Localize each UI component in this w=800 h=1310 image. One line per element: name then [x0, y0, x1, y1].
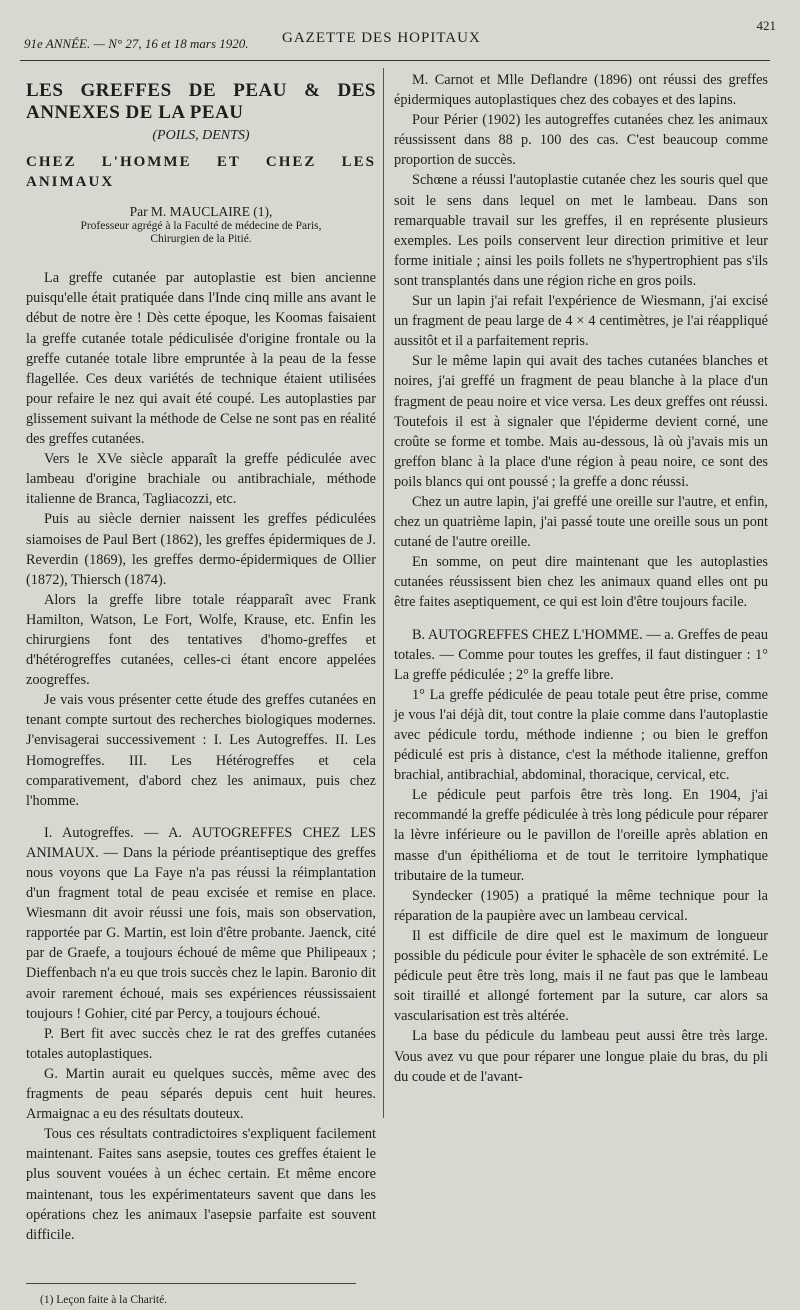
article-title-continued: CHEZ L'HOMME ET CHEZ LES ANIMAUX	[26, 154, 376, 191]
affiliation-line: Professeur agrégé à la Faculté de médecine de Paris,	[80, 220, 322, 233]
affiliation-line: Chirurgien de la Pitié.	[150, 233, 252, 246]
paragraph: La greffe cutanée par autoplastie est bien ancienne puisqu'elle était pratiquée dans l'Inde cinq mille ans avant le début de notre ère ! Dès cette époque, les Koomas faisaient la greffe cutanée totale pédiculisée d'origine frontale ou la greffe cutanée totale libre empruntée à la peau de la fesse flagellée. Ces deux variétés de technique étaient utilisées pour refaire le nez qui avait été coupé. Les autoplasties par glissement suivant la méthode de Celse ne sont pas en réalité des greffes cutanées.	[26, 270, 376, 448]
paragraph: La base du pédicule du lambeau peut aussi être très large. Vous avez vu que pour réparer une longue plaie du bras, du pli du coude et de l'avant-	[394, 1028, 768, 1085]
left-column	[26, 70, 376, 1310]
paragraph: Sur le même lapin qui avait des taches cutanées blanches et noires, j'ai greffé un fragment de peau blanche à la place d'un fragment de peau noire et vice versa. Les deux greffes ont réussi. Toutefois il est à signaler que l'épiderme devient corné, une croûte se forme et tombe. Mais au-dessous, là où j'avais mis un greffon blanc à la place d'une région à peau noire, ce sont des poils blancs qui ont poussé ; la greffe a donc réussi.	[394, 353, 768, 490]
page-header	[14, 16, 786, 58]
header-rule	[20, 60, 770, 61]
author-affiliation	[26, 220, 376, 246]
paragraph: Pour Périer (1902) les autogreffes cutanées chez les animaux réussissent dans 88 p. 100 des cas. C'est beaucoup comme proportion de succès.	[394, 112, 768, 169]
paragraph: Le pédicule peut parfois être très long. En 1904, j'ai recommandé la greffe pédiculée à très long pédicule pour réparer la lèvre inférieure ou le pavillon de l'oreille après ablation en masse d'un épithélioma et de tout le territoire lymphatique tributaire de la tumeur.	[394, 787, 768, 884]
paragraph: Alors la greffe libre totale réapparaît avec Frank Hamilton, Watson, Le Fort, Wolfe, Krause, etc. Enfin les chirurgiens font des tentatives d'homo-greffes et d'hétérogreffes cutanées, celles-ci étant encore appelées zoogreffes.	[26, 591, 376, 689]
paragraph: Syndecker (1905) a pratiqué la même technique pour la réparation de la paupière avec un lambeau cervical.	[394, 887, 768, 924]
journal-title: GAZETTE DES HOPITAUX	[282, 30, 481, 46]
paragraph: Il est difficile de dire quel est le maximum de longueur possible du pédicule pour éviter le sphacèle de son extrémité. Le pédicule peut être très long, mais il ne faut pas que le lambeau soit tiraillé et allongé fortement par la suture, car alors sa vascularisation est très altérée.	[394, 927, 768, 1025]
paragraph: Je vais vous présenter cette étude des greffes cutanées en tenant compte surtout des recherches biologiques modernes. J'envisagerai successivement : I. Les Autogreffes. II. Les Homogreffes. III. Les Hétérogreffes et cela comparativement, d'abord chez les animaux, puis chez l'homme.	[26, 692, 376, 809]
paragraph: Puis au siècle dernier naissent les greffes pédiculées siamoises de Paul Bert (1862), les greffes épidermiques de J. Reverdin (1869), les greffes dermo-épidermiques de Ollier (1872), Thiersch (1874).	[26, 511, 376, 588]
page-number: 421	[756, 18, 776, 33]
column-divider	[383, 68, 384, 1118]
section-paragraph: B. AUTOGREFFES CHEZ L'HOMME. — a. Greffes de peau totales. — Comme pour toutes les greffes, il faut distinguer : 1° La greffe pédiculée ; 2° la greffe libre.	[394, 626, 768, 683]
section-paragraph: I. Autogreffes. — A. AUTOGREFFES CHEZ LES ANIMAUX. — Dans la période préantiseptique des greffes nous voyons que La Faye n'a pas réussi la réimplantation d'un fragment total de peau excisée et remise en place. Wiesmann dit avoir réussi une fois, mais son observation, rapportée par G. Martin, est loin d'être probante. Jaenck, cité par de Graefe, a toujours échoué de même que Philipeaux ; Dieffenbach n'a eu que trois succès chez le lapin. Baronio dit avoir rarement échoué, mais ses expériences réussissaient toujours ! Gohier, cité par Percy, a toujours échoué.	[26, 824, 376, 1022]
paragraph: G. Martin aurait eu quelques succès, même avec des fragments de peau séparés depuis cent huit heures. Armaignac a eu des résultats douteux.	[26, 1065, 376, 1123]
paragraph: Tous ces résultats contradictoires s'expliquent facilement maintenant. Faites sans asepsie, toutes ces greffes étaient le plus souvent vouées à un échec certain. Et même encore maintenant, tous les expérimentateurs savent que dans les opérations chez les animaux l'asepsie parfaite est souvent difficile.	[26, 1126, 376, 1243]
footnote: (1) Leçon faite à la Charité.	[40, 1293, 168, 1306]
paragraph: Sur un lapin j'ai refait l'expérience de Wiesmann, j'ai excisé un fragment de peau large de 4 × 4 centimètres, je l'ai réappliqué aussitôt et il a parfaitement repris.	[394, 293, 768, 350]
article-title: LES GREFFES DE PEAU & DES ANNEXES DE LA PEAU	[26, 80, 376, 123]
paragraph: P. Bert fit avec succès chez le rat des greffes cutanées totales autoplastiques.	[26, 1025, 376, 1062]
right-column	[394, 70, 768, 1087]
paragraph: Vers le XVe siècle apparaît la greffe pédiculée avec lambeau d'origine brachiale ou antibrachiale, méthode italienne de Branca, Tagliacozzi, etc.	[26, 451, 376, 508]
paragraph: M. Carnot et Mlle Deflandre (1896) ont réussi des greffes épidermiques autoplastiques chez des cobayes et des lapins.	[394, 72, 768, 109]
paragraph: 1° La greffe pédiculée de peau totale peut être prise, comme je vous l'ai déjà dit, tout contre la plaie comme dans l'autoplastie avec pédicule tordu, méthode indienne ; ou bien le greffon pédiculé est pris à distance, c'est la méthode italienne, greffon brachial, antibrachial, abdominal, thoracique, cervical, etc.	[394, 686, 768, 784]
author-line: Par M. MAUCLAIRE (1),	[129, 204, 273, 220]
article-subtitle: (POILS, DENTS)	[152, 128, 250, 143]
paragraph: Schœne a réussi l'autoplastie cutanée chez les souris quel que soit le sens dans lequel on met le lambeau. Dans son remarquable travail sur les greffes, il en représente plusieurs exemples. Les poils conservent leur direction primitive et leur forme initiale ; ainsi les poils follets ne s'hypertrophient pas s'ils sont transplantés dans une région riche en gros poils.	[394, 172, 768, 289]
paragraph: Chez un autre lapin, j'ai greffé une oreille sur l'autre, et enfin, chez un quatrième lapin, j'ai passé toute une oreille sous un pont cutané de l'autre oreille.	[394, 493, 768, 551]
paragraph: En somme, on peut dire maintenant que les autoplasties cutanées réussissent bien chez les animaux quand elles ont pu être faites aseptiquement, ce qui est loin d'être toujours facile.	[394, 554, 768, 611]
issue-line: 91e ANNÉE. — N° 27, 16 et 18 mars 1920.	[24, 36, 249, 51]
footnote-rule	[26, 1283, 356, 1284]
